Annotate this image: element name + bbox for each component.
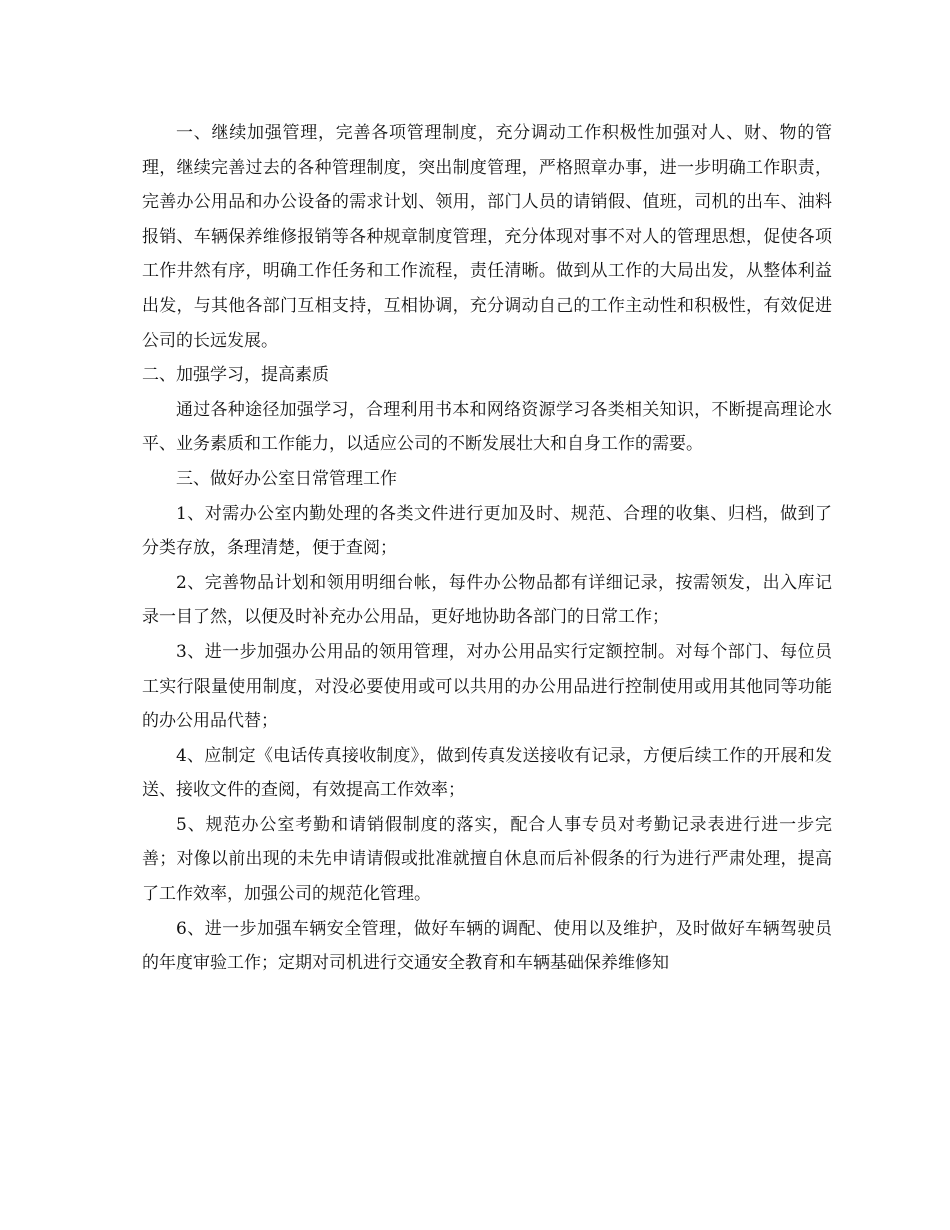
paragraph-learning: 通过各种途径加强学习，合理利用书本和网络资源学习各类相关知识，不断提高理论水平、业务素质和工作能力，以适应公司的不断发展壮大和自身工作的需要。: [142, 399, 832, 455]
heading-learning: 二、加强学习，提高素质: [142, 365, 329, 386]
paragraph-management: 一、继续加强管理，完善各项管理制度，充分调动工作积极性加强对人、财、物的管理，继续完善过去的各种管理制度，突出制度管理，严格照章办事，进一步明确工作职责，完善办公用品和办公设备的需求计划、领用，部门人员的请销假、值班，司机的出车、油料报销、车辆保养维修报销等各种规章制度管理，充分体现对事不对人的管理思想，促使各项工作井然有序，明确工作任务和工作流程，责任清晰。做到从工作的大局出发，从整体利益出发，与其他各部门互相支持，互相协调，充分调动自己的工作主动性和积极性，有效促进公司的长远发展。: [142, 123, 832, 351]
list-item-3: 3、进一步加强办公用品的领用管理，对办公用品实行定额控制。对每个部门、每位员工实行限量使用制度，对没必要使用或可以共用的办公用品进行控制使用或用其他同等功能的办公用品代替；: [142, 641, 832, 732]
heading-office-daily-work: 三、做好办公室日常管理工作: [176, 468, 397, 489]
list-item-1: 1、对需办公室内勤处理的各类文件进行更加及时、规范、合理的收集、归档，做到了分类存放，条理清楚，便于查阅；: [142, 503, 832, 559]
list-item-5: 5、规范办公室考勤和请销假制度的落实，配合人事专员对考勤记录表进行进一步完善；对像以前出现的未先申请请假或批准就擅自休息而后补假条的行为进行严肃处理，提高了工作效率，加强公司的规范化管理。: [142, 814, 832, 905]
list-item-6: 6、进一步加强车辆安全管理，做好车辆的调配、使用以及维护，及时做好车辆驾驶员的年度审验工作；定期对司机进行交通安全教育和车辆基础保养维修知: [142, 918, 832, 974]
list-item-4: 4、应制定《电话传真接收制度》，做到传真发送接收有记录，方便后续工作的开展和发送、接收文件的查阅，有效提高工作效率；: [142, 745, 832, 801]
list-item-2: 2、完善物品计划和领用明细台帐，每件办公物品都有详细记录，按需领发，出入库记录一目了然，以便及时补充办公用品，更好地协助各部门的日常工作；: [142, 572, 832, 628]
document-body: [142, 116, 832, 981]
